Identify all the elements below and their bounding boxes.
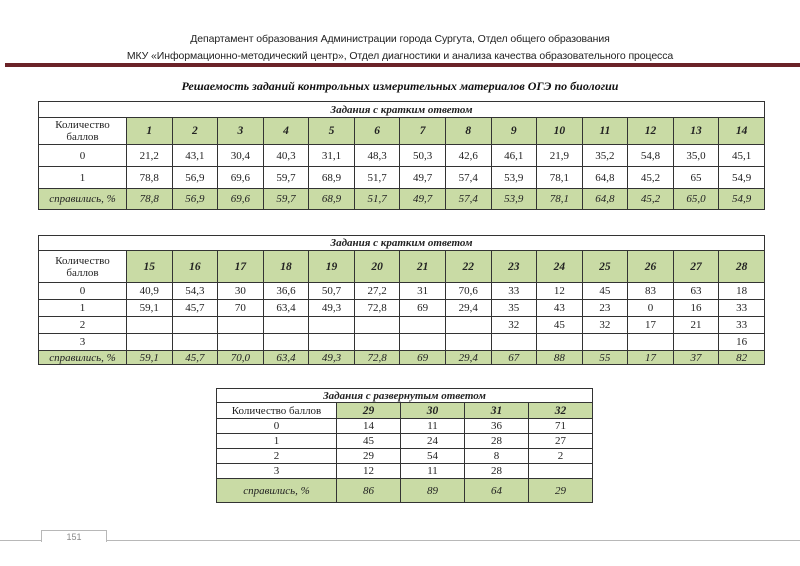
score-label-header: Количество баллов — [39, 118, 127, 145]
percent-cell: 14 — [337, 419, 401, 434]
percent-cell: 54,3 — [172, 283, 218, 300]
score-label: 0 — [39, 283, 127, 300]
percent-cell: 32 — [582, 317, 628, 334]
task-number: 11 — [582, 118, 628, 145]
percent-cell: 78,8 — [127, 167, 173, 189]
table-header-row — [217, 403, 593, 419]
score-label: 0 — [39, 145, 127, 167]
percent-cell: 8 — [465, 449, 529, 464]
percent-cell: 0 — [628, 300, 674, 317]
percent-cell: 68,9 — [309, 167, 355, 189]
percent-cell: 48,3 — [354, 145, 400, 167]
percent-cell — [628, 334, 674, 351]
total-percent-cell: 54,9 — [719, 189, 765, 210]
task-number: 18 — [263, 251, 309, 283]
percent-cell: 53,9 — [491, 167, 537, 189]
percent-cell: 18 — [719, 283, 765, 300]
task-number: 28 — [719, 251, 765, 283]
percent-cell: 27 — [529, 434, 593, 449]
percent-cell: 12 — [337, 464, 401, 479]
percent-cell: 2 — [529, 449, 593, 464]
header-department: Департамент образования Администрации города Сургута, Отдел общего образования — [190, 33, 610, 45]
percent-cell: 49,3 — [309, 300, 355, 317]
percent-cell: 21 — [673, 317, 719, 334]
total-percent-cell: 59,1 — [127, 351, 173, 365]
table-header-row — [39, 118, 765, 145]
task-number: 19 — [309, 251, 355, 283]
task-number: 4 — [263, 118, 309, 145]
percent-cell: 42,6 — [445, 145, 491, 167]
percent-cell: 40,3 — [263, 145, 309, 167]
total-percent-cell: 51,7 — [354, 189, 400, 210]
task-number: 10 — [537, 118, 583, 145]
percent-cell: 45 — [337, 434, 401, 449]
percent-cell: 33 — [491, 283, 537, 300]
percent-cell — [673, 334, 719, 351]
header-divider — [5, 63, 800, 67]
percent-cell: 43 — [537, 300, 583, 317]
table-short-answer-15-28 — [38, 235, 765, 365]
table-row — [39, 317, 765, 334]
table-total-row — [39, 351, 765, 365]
task-number: 32 — [529, 403, 593, 419]
table-section-title: Задания с развернутым ответом — [217, 389, 593, 403]
percent-cell: 35,0 — [673, 145, 719, 167]
task-number: 15 — [127, 251, 173, 283]
total-percent-cell: 29 — [529, 479, 593, 503]
percent-cell — [218, 334, 264, 351]
percent-cell: 56,9 — [172, 167, 218, 189]
total-percent-cell: 65,0 — [673, 189, 719, 210]
total-percent-cell: 86 — [337, 479, 401, 503]
total-percent-cell: 57,4 — [445, 189, 491, 210]
total-percent-cell: 78,1 — [537, 189, 583, 210]
total-percent-cell: 82 — [719, 351, 765, 365]
page-title: Решаемость заданий контрольных измерительных материалов ОГЭ по биологии — [181, 79, 619, 93]
task-number: 27 — [673, 251, 719, 283]
task-number: 26 — [628, 251, 674, 283]
percent-cell: 16 — [673, 300, 719, 317]
score-label: 0 — [217, 419, 337, 434]
total-label: справились, % — [39, 189, 127, 210]
percent-cell: 36 — [465, 419, 529, 434]
total-percent-cell: 64 — [465, 479, 529, 503]
task-number: 31 — [465, 403, 529, 419]
percent-cell — [354, 334, 400, 351]
percent-cell: 29,4 — [445, 300, 491, 317]
percent-cell: 24 — [401, 434, 465, 449]
percent-cell: 40,9 — [127, 283, 173, 300]
percent-cell: 45 — [582, 283, 628, 300]
percent-cell — [537, 334, 583, 351]
score-label-header: Количество баллов — [39, 251, 127, 283]
percent-cell: 57,4 — [445, 167, 491, 189]
percent-cell: 11 — [401, 419, 465, 434]
percent-cell: 33 — [719, 300, 765, 317]
score-label: 1 — [39, 167, 127, 189]
percent-cell: 72,8 — [354, 300, 400, 317]
task-number: 20 — [354, 251, 400, 283]
score-label: 1 — [217, 434, 337, 449]
task-number: 1 — [127, 118, 173, 145]
total-percent-cell: 49,7 — [400, 189, 446, 210]
table-row — [217, 419, 593, 434]
percent-cell — [445, 317, 491, 334]
total-percent-cell: 55 — [582, 351, 628, 365]
task-number: 14 — [719, 118, 765, 145]
table-row — [39, 283, 765, 300]
total-percent-cell: 89 — [401, 479, 465, 503]
task-number: 22 — [445, 251, 491, 283]
task-number: 21 — [400, 251, 446, 283]
percent-cell: 45,1 — [719, 145, 765, 167]
task-number: 12 — [628, 118, 674, 145]
total-percent-cell: 45,7 — [172, 351, 218, 365]
percent-cell — [127, 334, 173, 351]
total-percent-cell: 69,6 — [218, 189, 264, 210]
percent-cell — [263, 334, 309, 351]
task-number: 17 — [218, 251, 264, 283]
percent-cell: 69 — [400, 300, 446, 317]
task-number: 13 — [673, 118, 719, 145]
total-percent-cell: 68,9 — [309, 189, 355, 210]
percent-cell: 64,8 — [582, 167, 628, 189]
total-percent-cell: 56,9 — [172, 189, 218, 210]
percent-cell — [172, 334, 218, 351]
task-number: 6 — [354, 118, 400, 145]
percent-cell: 54,9 — [719, 167, 765, 189]
total-percent-cell: 17 — [628, 351, 674, 365]
percent-cell: 21,2 — [127, 145, 173, 167]
percent-cell — [309, 317, 355, 334]
task-number: 30 — [401, 403, 465, 419]
percent-cell: 31 — [400, 283, 446, 300]
percent-cell: 35 — [491, 300, 537, 317]
total-percent-cell: 69 — [400, 351, 446, 365]
task-number: 2 — [172, 118, 218, 145]
table-section-title: Задания с кратким ответом — [39, 102, 765, 118]
score-label: 3 — [39, 334, 127, 351]
total-label: справились, % — [39, 351, 127, 365]
score-label: 3 — [217, 464, 337, 479]
percent-cell: 83 — [628, 283, 674, 300]
percent-cell: 35,2 — [582, 145, 628, 167]
percent-cell: 45,2 — [628, 167, 674, 189]
percent-cell — [445, 334, 491, 351]
table-row — [39, 167, 765, 189]
percent-cell: 45 — [537, 317, 583, 334]
page-number: 151 — [41, 530, 107, 542]
percent-cell — [529, 464, 593, 479]
total-label: справились, % — [217, 479, 337, 503]
percent-cell: 50,3 — [400, 145, 446, 167]
task-number: 8 — [445, 118, 491, 145]
task-number: 5 — [309, 118, 355, 145]
score-label: 1 — [39, 300, 127, 317]
percent-cell: 12 — [537, 283, 583, 300]
percent-cell — [309, 334, 355, 351]
percent-cell: 31,1 — [309, 145, 355, 167]
task-number: 23 — [491, 251, 537, 283]
percent-cell: 29 — [337, 449, 401, 464]
table-row — [39, 300, 765, 317]
table-header-row — [39, 251, 765, 283]
percent-cell: 54,8 — [628, 145, 674, 167]
task-number: 16 — [172, 251, 218, 283]
percent-cell: 59,1 — [127, 300, 173, 317]
total-percent-cell: 64,8 — [582, 189, 628, 210]
percent-cell: 32 — [491, 317, 537, 334]
task-number: 7 — [400, 118, 446, 145]
percent-cell — [400, 334, 446, 351]
percent-cell: 33 — [719, 317, 765, 334]
table-section-title: Задания с кратким ответом — [39, 236, 765, 251]
percent-cell: 54 — [401, 449, 465, 464]
total-percent-cell: 70,0 — [218, 351, 264, 365]
table-row — [39, 145, 765, 167]
percent-cell — [263, 317, 309, 334]
percent-cell: 16 — [719, 334, 765, 351]
total-percent-cell: 88 — [537, 351, 583, 365]
percent-cell: 30,4 — [218, 145, 264, 167]
percent-cell: 50,7 — [309, 283, 355, 300]
percent-cell: 78,1 — [537, 167, 583, 189]
total-percent-cell: 45,2 — [628, 189, 674, 210]
percent-cell: 28 — [465, 464, 529, 479]
score-label-header: Количество баллов — [217, 403, 337, 419]
percent-cell: 30 — [218, 283, 264, 300]
total-percent-cell: 72,8 — [354, 351, 400, 365]
percent-cell: 45,7 — [172, 300, 218, 317]
total-percent-cell: 29,4 — [445, 351, 491, 365]
percent-cell: 71 — [529, 419, 593, 434]
table-extended-answer — [216, 388, 593, 503]
table-total-row — [217, 479, 593, 503]
header-center: МКУ «Информационно-методический центр», Отдел диагностики и анализа качества образовательного процесса — [126, 50, 674, 62]
percent-cell: 23 — [582, 300, 628, 317]
percent-cell — [400, 317, 446, 334]
percent-cell: 27,2 — [354, 283, 400, 300]
percent-cell: 49,7 — [400, 167, 446, 189]
percent-cell: 70 — [218, 300, 264, 317]
task-number: 25 — [582, 251, 628, 283]
percent-cell: 28 — [465, 434, 529, 449]
percent-cell: 51,7 — [354, 167, 400, 189]
table-row — [217, 434, 593, 449]
table-row — [217, 464, 593, 479]
percent-cell — [582, 334, 628, 351]
task-number: 9 — [491, 118, 537, 145]
total-percent-cell: 78,8 — [127, 189, 173, 210]
percent-cell — [491, 334, 537, 351]
total-percent-cell: 49,3 — [309, 351, 355, 365]
percent-cell: 65 — [673, 167, 719, 189]
percent-cell: 70,6 — [445, 283, 491, 300]
percent-cell: 21,9 — [537, 145, 583, 167]
task-number: 3 — [218, 118, 264, 145]
footer-divider — [0, 540, 800, 541]
percent-cell: 43,1 — [172, 145, 218, 167]
table-total-row — [39, 189, 765, 210]
percent-cell: 36,6 — [263, 283, 309, 300]
percent-cell: 17 — [628, 317, 674, 334]
total-percent-cell: 59,7 — [263, 189, 309, 210]
total-percent-cell: 63,4 — [263, 351, 309, 365]
percent-cell: 63 — [673, 283, 719, 300]
percent-cell: 69,6 — [218, 167, 264, 189]
total-percent-cell: 53,9 — [491, 189, 537, 210]
table-row — [39, 334, 765, 351]
table-row — [217, 449, 593, 464]
task-number: 29 — [337, 403, 401, 419]
total-percent-cell: 67 — [491, 351, 537, 365]
table-short-answer-1-14 — [38, 101, 765, 210]
percent-cell: 46,1 — [491, 145, 537, 167]
percent-cell — [218, 317, 264, 334]
percent-cell: 63,4 — [263, 300, 309, 317]
percent-cell — [127, 317, 173, 334]
score-label: 2 — [217, 449, 337, 464]
percent-cell: 11 — [401, 464, 465, 479]
percent-cell — [354, 317, 400, 334]
score-label: 2 — [39, 317, 127, 334]
percent-cell — [172, 317, 218, 334]
task-number: 24 — [537, 251, 583, 283]
percent-cell: 59,7 — [263, 167, 309, 189]
total-percent-cell: 37 — [673, 351, 719, 365]
